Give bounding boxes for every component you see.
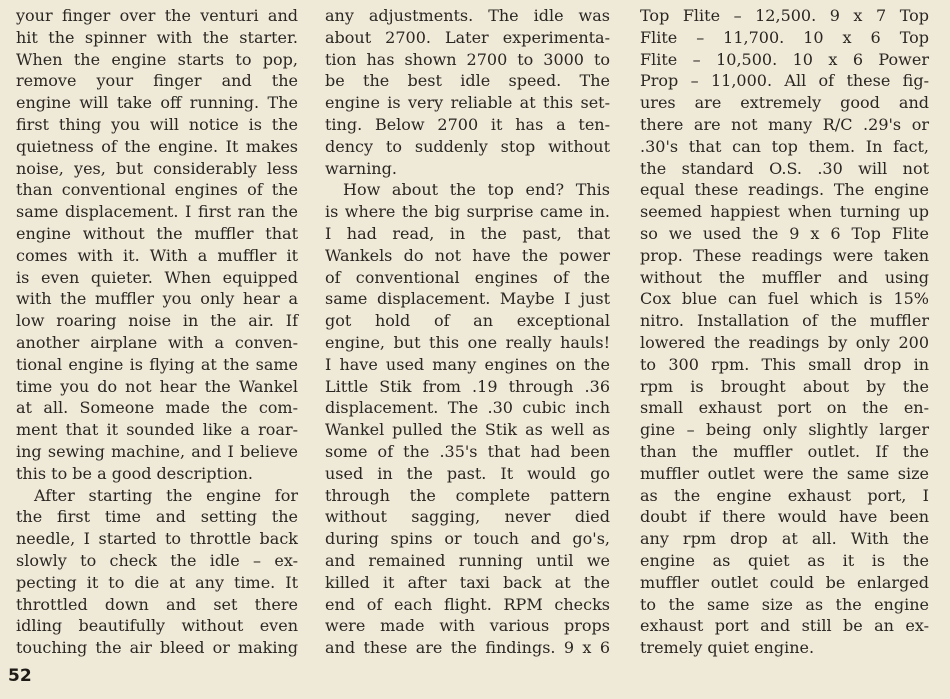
text-line: dency to suddenly stop without [325,136,610,156]
text-line: muffler outlet could be enlarged [640,572,929,592]
text-line: throttled down and set there [16,594,298,614]
text-line: gine – being only slightly larger [640,420,929,440]
text-line: noise, yes, but considerably less [16,158,298,178]
text-line: to the same size as the engine [640,594,929,614]
text-line: be the best idle speed. The [325,71,610,91]
text-line: is where the big surprise came in. [325,202,610,222]
text-line: of conventional engines of the [325,267,610,287]
text-line: Flite – 10,500. 10 x 6 Power [640,49,929,69]
text-line: prop. These readings were taken [640,245,929,265]
text-line: and remained running until we [325,550,610,570]
text-line: exhaust port and still be an ex- [640,616,929,636]
text-line: quietness of the engine. It makes [16,136,298,156]
text-line: with the muffler you only hear a [16,289,298,309]
text-line: without sagging, never died [325,507,610,527]
text-line: about 2700. Later experimenta- [325,27,610,47]
text-line: lowered the readings by only 200 [640,332,929,352]
text-line: hit the spinner with the starter. [16,27,298,47]
text-line: engine without the muffler that [16,223,298,243]
page-number: 52 [8,666,32,686]
text-line: low roaring noise in the air. If [16,311,298,331]
text-line: equal these readings. The engine [640,180,929,200]
text-line: another airplane with a conven- [16,332,298,352]
text-line: so we used the 9 x 6 Top Flite [640,223,929,243]
text-line: When the engine starts to pop, [16,49,298,69]
text-line: used in the past. It would go [325,463,610,483]
text-line: engine will take off running. The [16,93,298,113]
text-line: time you do not hear the Wankel [16,376,298,396]
text-line: any rpm drop at all. With the [640,529,929,549]
text-line: your finger over the venturi and [16,6,298,25]
text-line: seemed happiest when turning up [640,202,929,222]
text-line: engine is very reliable at this set- [325,93,610,113]
text-line: muffler outlet were the same size [640,463,929,483]
text-column-1 [16,5,298,659]
text-line: displacement. The .30 cubic inch [325,398,610,418]
text-line: at all. Someone made the com- [16,398,298,418]
text-line: Wankels do not have the power [325,245,610,265]
text-line: tional engine is flying at the same [16,354,298,374]
text-line: killed it after taxi back at the [325,572,610,592]
text-line: this to be a good description. [16,463,254,483]
text-line: doubt if there would have been [640,507,929,527]
text-line: same displacement. I first ran the [16,202,298,222]
text-line: same displacement. Maybe I just [325,289,610,309]
text-line: ing sewing machine, and I believe [16,441,298,461]
text-line: ures are extremely good and [640,93,929,113]
text-line: were made with various props [325,616,610,636]
text-line: engine as quiet as it is the [640,550,929,570]
text-line: to 300 rpm. This small drop in [640,354,929,374]
text-line: ting. Below 2700 it has a ten- [325,114,610,134]
text-line: I have used many engines on the [325,354,610,374]
text-line: rpm is brought about by the [640,376,929,396]
text-line: idling beautifully without even [16,616,298,636]
text-line: warning. [325,158,397,178]
text-line: than the muffler outlet. If the [640,441,929,461]
text-line: touching the air bleed or making [16,638,298,658]
text-line: there are not many R/C .29's or [640,114,929,134]
text-line: the first time and setting the [16,507,298,527]
text-line: end of each flight. RPM checks [325,594,610,614]
text-line: remove your finger and the [16,71,298,91]
text-line: Prop – 11,000. All of these fig- [640,71,929,91]
text-line: Flite – 11,700. 10 x 6 Top [640,27,929,47]
text-line: got hold of an exceptional [325,311,610,331]
text-line: engine, but this one really hauls! [325,332,610,352]
text-line: is even quieter. When equipped [16,267,298,287]
text-line: any adjustments. The idle was [325,6,610,25]
text-column-2 [325,5,610,659]
text-line: Top Flite – 12,500. 9 x 7 Top [640,6,929,25]
text-line: tremely quiet engine. [640,638,815,658]
text-line: than conventional engines of the [16,180,298,200]
text-line: pecting it to die at any time. It [16,572,298,592]
text-line: the standard O.S. .30 will not [640,158,929,178]
text-line: some of the .35's that had been [325,441,610,461]
text-line: tion has shown 2700 to 3000 to [325,49,610,69]
text-line: Cox blue can fuel which is 15% [640,289,929,309]
text-line: and these are the findings. 9 x 6 [325,638,610,658]
text-line: without the muffler and using [640,267,929,287]
text-line: slowly to check the idle – ex- [16,550,298,570]
text-line: Wankel pulled the Stik as well as [325,420,610,440]
text-line: as the engine exhaust port, I [640,485,929,505]
text-line: comes with it. With a muffler it [16,245,298,265]
text-line: nitro. Installation of the muffler [640,311,929,331]
text-line: Little Stik from .19 through .36 [325,376,610,396]
text-line: .30's that can top them. In fact, [640,136,929,156]
text-line: I had read, in the past, that [325,223,610,243]
text-line: needle, I started to throttle back [16,529,298,549]
text-line: ment that it sounded like a roar- [16,420,298,440]
text-line: during spins or touch and go's, [325,529,610,549]
text-line: After starting the engine for [34,485,298,505]
text-line: through the complete pattern [325,485,610,505]
text-column-3 [640,5,929,659]
text-line: How about the top end? This [343,180,610,200]
text-line: small exhaust port on the en- [640,398,929,418]
text-line: first thing you will notice is the [16,114,298,134]
